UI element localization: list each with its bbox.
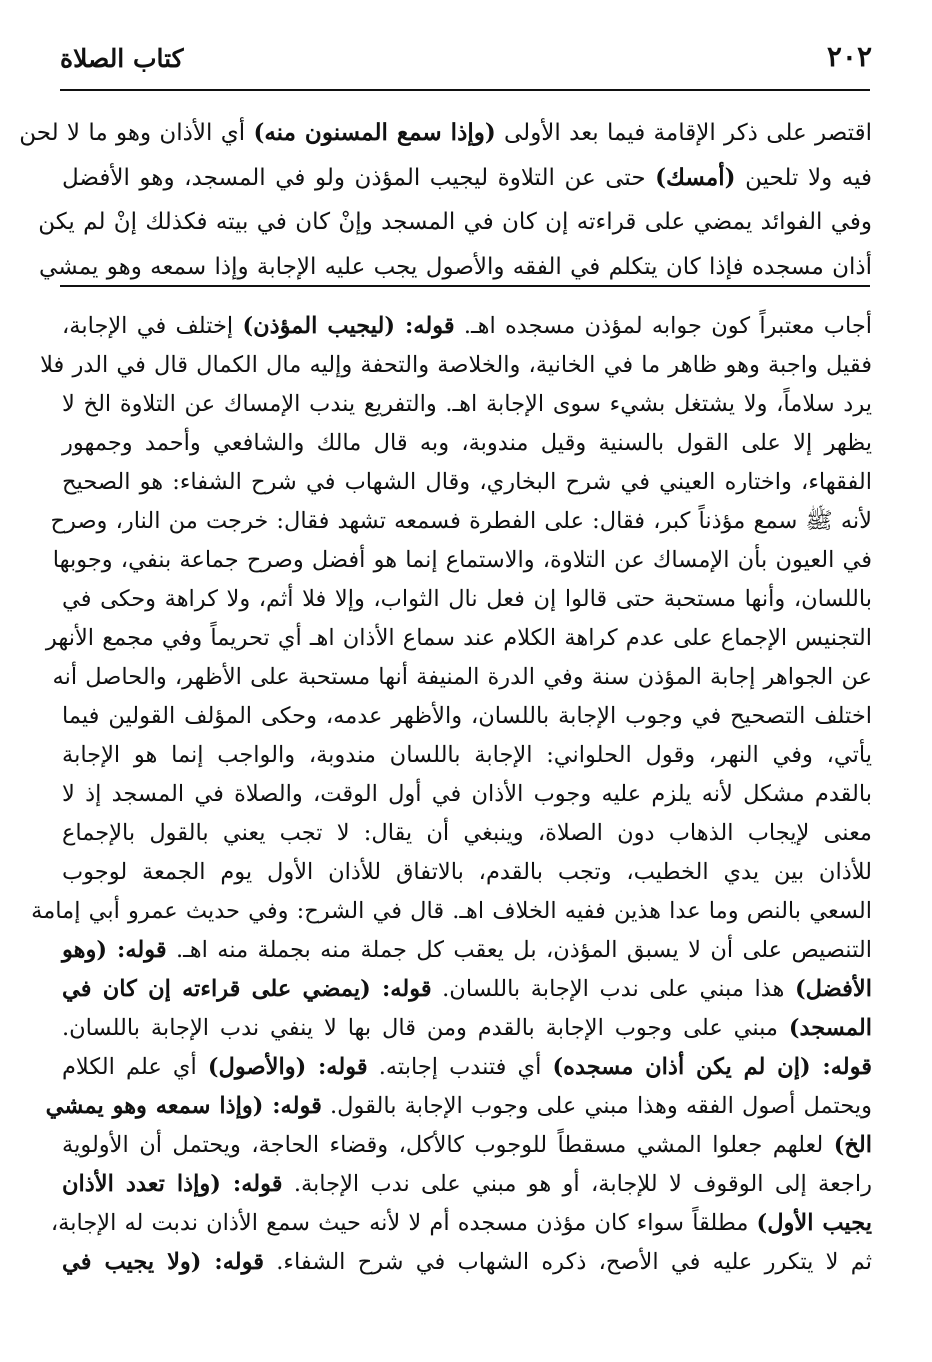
bold-quote: قوله: (ولا يجيب في [62, 1249, 264, 1275]
bold-quote: يجيب الأول) [756, 1210, 872, 1236]
bold-quote: الخ) [833, 1132, 872, 1158]
commentary-line [62, 1165, 872, 1204]
bold-quote: (وإذا سمع المسنون منه) [253, 119, 496, 146]
bold-quote: قوله: (ليجيب المؤذن) [242, 313, 455, 339]
commentary-line: باللسان، وأنها مستحبة حتى قالوا إن فعل نال الثواب، وإلا فلا أثم، ولا كراهة وحكى في [62, 586, 872, 612]
commentary-line: في العيون بأن الإمساك عن التلاوة، والاستماع إنما هو أفضل وصرح جماعة بنفي، وجوبها [52, 547, 872, 573]
commentary-line: السعي بالنص وما عدا هذين ففيه الخلاف اهـ. قال في الشرح: وفي حديث عمرو أبي إمامة [31, 898, 872, 924]
main-text-line: أذان مسجده فإذا كان يتكلم في الفقه والأصول يجب عليه الإجابة وإذا سمعه وهو يمشي [39, 254, 872, 280]
text-segment: ويحتمل أصول الفقه وهذا مبني على وجوب الإجابة بالقول. [321, 1093, 872, 1119]
text-segment: أي الأذان وهو ما لا لحن [19, 120, 254, 146]
commentary-line: التجنيس الإجماع على عدم كراهة الكلام عند سماع الأذان اهـ أي تحريماً وفي مجمع الأنهر [45, 625, 872, 651]
commentary-block [31, 307, 873, 1282]
main-text-line: وفي الفوائد يمضي على قراءته إن كان في المسجد وإنْ كان في بيته فكذلك إنْ لم يكن [38, 209, 872, 235]
commentary-line [50, 1204, 872, 1243]
page-header [60, 38, 872, 78]
commentary-line: اختلف التصحيح في وجوب الإجابة باللسان، والأظهر عدمه، وحكى المؤلف القولين فيما [62, 703, 872, 729]
text-segment: أجاب معتبراً كون جوابه لمؤذن مسجده اهـ. [454, 313, 872, 339]
commentary-line: للأذان بين يدي الخطيب، وتجب بالقدم، بالاتفاق للأذان الأول يوم الجمعة لوجوب [62, 859, 872, 885]
section-divider [60, 285, 870, 287]
commentary-line [45, 1087, 872, 1126]
commentary-line [62, 1126, 872, 1165]
commentary-line: فقيل واجبة وهو ظاهر ما في الخانية، والخلاصة والتحفة وإليه مال الكمال قال في الدر فلا [40, 352, 872, 378]
text-segment: أي فتندب إجابته. [367, 1054, 553, 1080]
bold-quote: قوله: (وإذا سمعه وهو يمشي [45, 1093, 322, 1119]
page-number: ٢٠٢ [826, 40, 872, 73]
text-segment: أي علم الكلام [62, 1054, 208, 1080]
bold-quote: قوله: (وهو [62, 937, 167, 963]
commentary-line: يظهر إلا على القول بالسنية وقيل مندوبة، وبه قال مالك والشافعي وأحمد وجمهور [62, 430, 872, 456]
main-text-block [19, 110, 872, 290]
top-divider [60, 89, 870, 91]
text-segment: هذا مبني على ندب الإجابة باللسان. [431, 976, 795, 1002]
bold-quote: قوله: (والأصول) [207, 1054, 368, 1080]
text-segment: راجعة إلى الوقوف لا للإجابة، أو هو مبني على ندب الإجابة. [282, 1171, 872, 1197]
commentary-line: يرد سلاماً، ولا يشتغل بشيء سوى الإجابة اهـ. والتفريع يندب الإمساك عن التلاوة الخ لا [62, 391, 872, 417]
bold-quote: الأفضل) [794, 976, 872, 1002]
main-text-line [62, 155, 872, 200]
text-segment: ثم لا يتكرر عليه في الأصح، ذكره الشهاب في شرح الشفاء. [264, 1249, 873, 1275]
bold-quote: قوله: (يمضي على قراءته إن كان في [62, 976, 432, 1002]
commentary-line [62, 307, 872, 346]
text-segment: مبني على وجوب الإجابة بالقدم ومن قال بها لا ينفي ندب الإجابة باللسان. [62, 1015, 789, 1041]
commentary-line [62, 1243, 872, 1282]
bold-quote: المسجد) [788, 1015, 872, 1041]
bold-quote: قوله: (وإذا تعدد الأذان [62, 1171, 283, 1197]
text-segment: مطلقاً سواء كان مؤذن مسجده أم لا لأنه حيث سمع الأذان ندبت له الإجابة، [50, 1210, 757, 1236]
commentary-line [62, 1048, 872, 1087]
commentary-line: بالقدم مشكل لأنه يلزم عليه وجوب الأذان في أول الوقت، والصلاة في المسجد إذ لا [62, 781, 872, 807]
text-segment: لعلهم جعلوا المشي مسقطاً للوجوب كالأكل، وقضاء الحاجة، ويحتمل أن الأولوية [62, 1132, 834, 1158]
commentary-line: يأتي، وفي النهر، وقول الحلواني: الإجابة باللسان مندوبة، والواجب إنما هو الإجابة [62, 742, 872, 768]
text-segment: حتى عن التلاوة ليجيب المؤذن ولو في المسجد، وهو الأفضل [62, 165, 656, 191]
commentary-line: لأنه ﷺ سمع مؤذناً كبر، فقال: على الفطرة فسمعه تشهد فقال: خرجت من النار، وصرح [50, 508, 872, 534]
chapter-title: كتاب الصلاة [60, 44, 184, 73]
text-segment: فيه ولا تلحين [735, 165, 872, 191]
text-segment: إختلف في الإجابة، [62, 313, 243, 339]
bold-quote: قوله: (إن لم يكن أذان مسجده) [552, 1054, 872, 1080]
main-text-line [19, 110, 872, 155]
commentary-line [62, 1009, 872, 1048]
bold-quote: (أمسك) [655, 164, 736, 191]
commentary-line [62, 970, 872, 1009]
commentary-line: الفقهاء، واختاره العيني في شرح البخاري، وقال الشهاب في شرح الشفاء: هو الصحيح [62, 469, 872, 495]
commentary-line: عن الجواهر إجابة المؤذن سنة وفي الدرة المنيفة أنها مستحبة على الأظهر، والحاصل أنه [52, 664, 872, 690]
commentary-line [62, 931, 872, 970]
text-segment: التنصيص على أن لا يسبق المؤذن، بل يعقب كل جملة منه بجملة منه اهـ. [166, 937, 872, 963]
text-segment: اقتصر على ذكر الإقامة فيما بعد الأولى [495, 120, 872, 146]
commentary-line: معنى لإيجاب الذهاب دون الصلاة، وينبغي أن يقال: لا تجب يعني بالقول بالإجماع [62, 820, 872, 846]
